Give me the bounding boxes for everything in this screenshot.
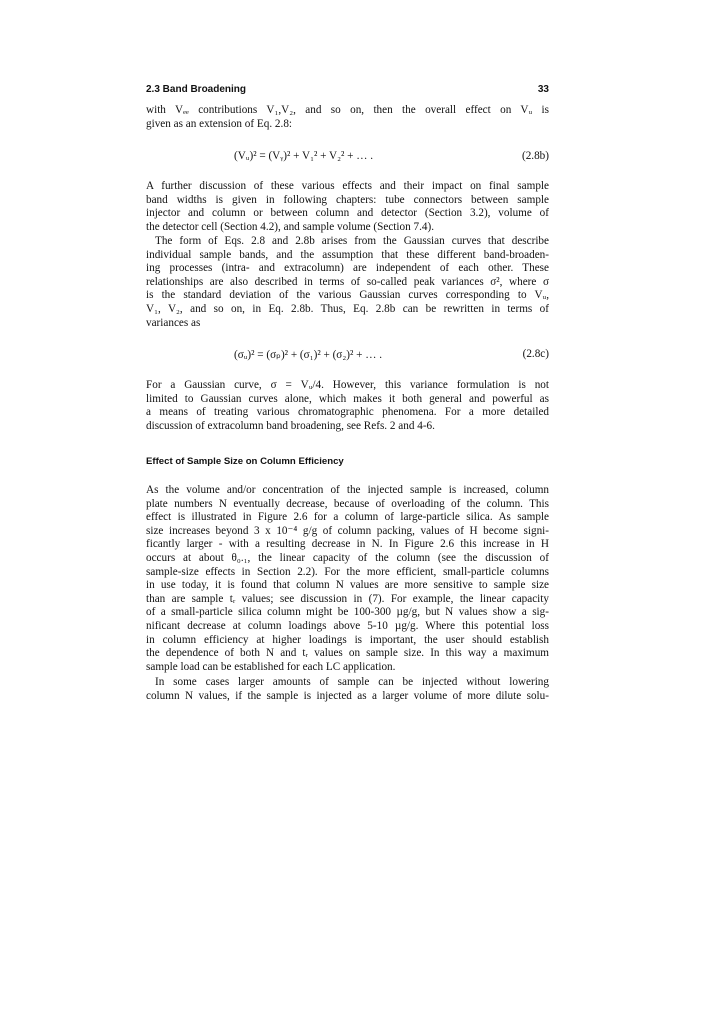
text-line: column N values, if the sample is injected as a larger volume of more dilute solu- [146, 689, 549, 702]
text-line: with Vₑₑ contributions V₁,V₂, and so on, then the overall effect on Vᵤ is [146, 104, 549, 116]
paragraph-5 [146, 484, 549, 674]
text-line: ficantly larger - with a resulting decrease in N. In Figure 2.6 this increase in H [146, 538, 549, 551]
text-line: in column efficiency at higher loadings is important, the user should establish [146, 633, 549, 646]
text-line: ing processes (intra- and extracolumn) are independent of each other. These [146, 262, 549, 275]
text-line: a means of treating various chromatographic phenomena. For a more detailed [146, 406, 549, 419]
text-line: plate numbers N eventually decrease, because of overloading of the column. This [146, 497, 549, 510]
text-line: the detector cell (Section 4.2), and sample volume (Section 7.4). [146, 220, 434, 233]
paragraph-2 [146, 180, 549, 234]
text-line: nificant decrease at column loadings above 5-10 µg/g. Where this potential loss [146, 619, 549, 632]
text-line: limited to Gaussian curves alone, which makes it both general and powerful as [146, 392, 549, 405]
text-line: injector and column or between column and detector (Section 3.2), volume of [146, 207, 549, 220]
text-line: of a small-particle silica column might be 100-300 µg/g, but N values show a sig- [146, 606, 549, 619]
equation-2-8c [146, 348, 549, 364]
text-line: A further discussion of these various effects and their impact on final sample [146, 180, 549, 192]
equation-2-8b [146, 150, 549, 166]
text-line: sample-size effects in Section 2.2). For the more efficient, small-particle columns [146, 565, 549, 578]
text-line: given as an extension of Eq. 2.8: [146, 117, 293, 130]
text-line: The form of Eqs. 2.8 and 2.8b arises from the Gaussian curves that describe [155, 235, 549, 247]
paragraph-4 [146, 379, 549, 433]
text-line: discussion of extracolumn band broadening, see Refs. 2 and 4-6. [146, 419, 435, 432]
section-title: 2.3 Band Broadening [146, 84, 247, 95]
equation-expression: (σᵤ)² = (σₚ)² + (σ₁)² + (σ₂)² + … . [234, 349, 382, 361]
text-line: band widths is given in following chapters: tube connectors between sample [146, 193, 549, 206]
text-line: effect is illustrated in Figure 2.6 for a column of large-particle silica. As sample [146, 511, 549, 524]
text-line: sample load can be established for each LC application. [146, 660, 396, 673]
text-line: is the standard deviation of the various Gaussian curves corresponding to Vᵤ, [146, 289, 549, 302]
text-line: the dependence of both N and tᵣ values on sample size. In this way a maximum [146, 647, 549, 660]
text-line: V₁, V₂, and so on, in Eq. 2.8b. Thus, Eq. 2.8b can be rewritten in terms of [146, 302, 549, 315]
running-header [146, 84, 549, 98]
page-number: 33 [537, 84, 549, 95]
text-line: In some cases larger amounts of sample can be injected without lowering [155, 676, 549, 688]
text-line: in use today, it is found that column N values are more sensitive to sample size [146, 579, 549, 592]
text-line: individual sample bands, and the assumption that these different band-broaden- [146, 248, 549, 261]
text-line: than are sample tᵣ values; see discussion in (7). For example, the linear capacity [146, 592, 549, 605]
equation-number: (2.8c) [522, 348, 549, 360]
text-line: variances as [146, 316, 201, 329]
paragraph-3 [146, 235, 549, 330]
equation-expression: (Vᵤ)² = (Vᵧ)² + V₁² + V₂² + … . [234, 150, 374, 162]
section-heading: Effect of Sample Size on Column Efficiency [146, 456, 344, 467]
equation-number: (2.8b) [521, 150, 549, 162]
text-line: For a Gaussian curve, σ = Vᵤ/4. However, this variance formulation is not [146, 379, 549, 391]
paragraph-1 [146, 104, 549, 131]
text-line: relationships are also described in terms of so-called peak variances σ², where σ [146, 275, 549, 288]
text-line: size increases beyond 3 x 10⁻⁴ g/g of column packing, values of H become signi- [146, 524, 549, 537]
text-line: occurs at about θ₀.₁, the linear capacity of the column (see the discussion of [146, 551, 549, 564]
text-line: As the volume and/or concentration of the injected sample is increased, column [146, 484, 549, 496]
paragraph-6 [146, 676, 549, 703]
